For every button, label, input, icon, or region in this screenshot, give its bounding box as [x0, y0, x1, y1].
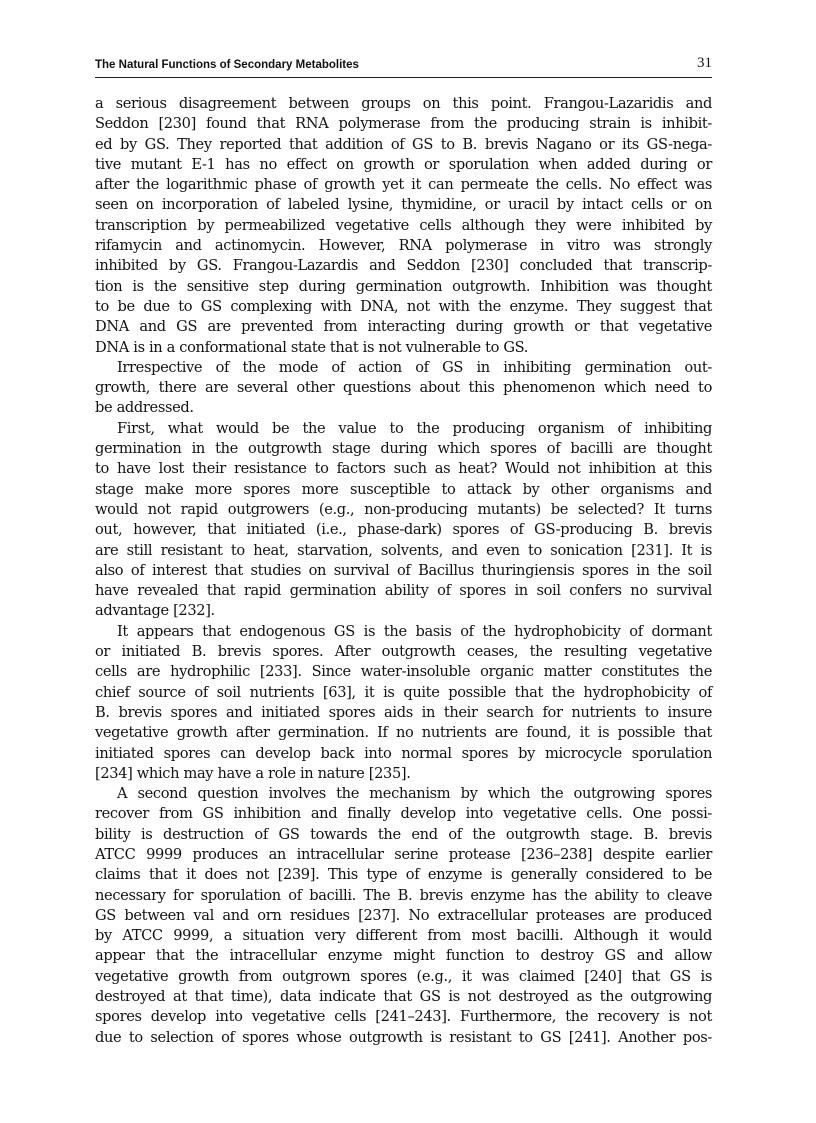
page-number: 31 — [697, 55, 712, 71]
text-line: chief source of soil nutrients [63], it is quite possible that the hydrophobicity of — [95, 683, 712, 701]
text-line: DNA and GS are prevented from interacting during growth or that vegetative — [95, 318, 712, 336]
text-line: after the logarithmic phase of growth yet it can permeate the cells. No effect was — [95, 176, 712, 194]
text-line: A second question involves the mechanism by which the outgrowing spores — [117, 785, 712, 803]
text-line: GS between val and orn residues [237]. No extracellular proteases are produced — [95, 906, 712, 924]
text-line: rifamycin and actinomycin. However, RNA polymerase in vitro was strongly — [95, 237, 712, 255]
text-line: It appears that endogenous GS is the basis of the hydrophobicity of dormant — [117, 622, 712, 640]
text-line: vegetative growth from outgrown spores (e.g., it was claimed [240] that GS is — [95, 967, 712, 985]
text-line: a serious disagreement between groups on this point. Frangou-Lazaridis and — [95, 95, 712, 112]
text-line: or initiated B. brevis spores. After outgrowth ceases, the resulting vegetative — [95, 643, 712, 661]
text-line: also of interest that studies on survival of Bacillus thuringiensis spores in the soil — [95, 561, 712, 579]
text-line: appear that the intracellular enzyme might function to destroy GS and allow — [95, 947, 712, 965]
running-title: The Natural Functions of Secondary Metabolites — [95, 59, 359, 71]
text-line: Irrespective of the mode of action of GS in inhibiting germination out- — [117, 358, 712, 376]
page-header — [95, 55, 712, 78]
text-line: B. brevis spores and initiated spores aids in their search for nutrients to insure — [95, 703, 712, 721]
text-line: out, however, that initiated (i.e., phase-dark) spores of GS-producing B. brevis — [95, 521, 712, 539]
text-line: vegetative growth after germination. If no nutrients are found, it is possible that — [95, 724, 712, 742]
text-line: tive mutant E-1 has no effect on growth or sporulation when added during or — [95, 155, 712, 173]
text-line: seen on incorporation of labeled lysine, thymidine, or uracil by intact cells or on — [95, 196, 712, 214]
text-line: destroyed at that time), data indicate that GS is not destroyed as the outgrowing — [95, 988, 712, 1006]
text-line: would not rapid outgrowers (e.g., non-producing mutants) be selected? It turns — [95, 500, 712, 518]
text-line: spores develop into vegetative cells [241–243]. Furthermore, the recovery is not — [95, 1008, 712, 1026]
text-line: cells are hydrophilic [233]. Since water-insoluble organic matter constitutes the — [95, 663, 712, 681]
text-line: be addressed. — [95, 399, 194, 417]
text-line: transcription by permeabilized vegetative cells although they were inhibited by — [95, 216, 712, 234]
text-line: recover from GS inhibition and finally develop into vegetative cells. One possi- — [95, 805, 712, 823]
text-line: tion is the sensitive step during germination outgrowth. Inhibition was thought — [95, 277, 712, 295]
text-line: necessary for sporulation of bacilli. The B. brevis enzyme has the ability to cleave — [95, 886, 712, 904]
text-line: DNA is in a conformational state that is not vulnerable to GS. — [95, 338, 529, 356]
text-line: to have lost their resistance to factors such as heat? Would not inhibition at this — [95, 460, 712, 478]
text-line: ed by GS. They reported that addition of GS to B. brevis Nagano or its GS-nega- — [95, 135, 712, 153]
text-line: inhibited by GS. Frangou-Lazardis and Seddon [230] concluded that transcrip- — [95, 257, 712, 275]
text-line: claims that it does not [239]. This type of enzyme is generally considered to be — [95, 866, 712, 884]
text-line: stage make more spores more susceptible to attack by other organisms and — [95, 480, 712, 498]
text-line: First, what would be the value to the producing organism of inhibiting — [117, 419, 712, 437]
text-line: to be due to GS complexing with DNA, not with the enzyme. They suggest that — [95, 297, 712, 315]
text-line: germination in the outgrowth stage during which spores of bacilli are thought — [95, 440, 712, 458]
text-line: [234] which may have a role in nature [235]. — [95, 764, 411, 782]
text-line: initiated spores can develop back into normal spores by microcycle sporulation — [95, 744, 712, 762]
text-line: have revealed that rapid germination ability of spores in soil confers no survival — [95, 582, 712, 600]
text-line: advantage [232]. — [95, 602, 215, 620]
text-line: by ATCC 9999, a situation very different from most bacilli. Although it would — [95, 927, 712, 945]
text-line: are still resistant to heat, starvation, solvents, and even to sonication [231]. It is — [95, 541, 712, 559]
text-line: ATCC 9999 produces an intracellular serine protease [236–238] despite earlier — [95, 845, 712, 863]
text-line: bility is destruction of GS towards the end of the outgrowth stage. B. brevis — [95, 825, 712, 843]
text-line: Seddon [230] found that RNA polymerase from the producing strain is inhibit- — [95, 115, 712, 133]
text-line: due to selection of spores whose outgrowth is resistant to GS [241]. Another pos- — [95, 1028, 712, 1046]
text-line: growth, there are several other questions about this phenomenon which need to — [95, 379, 712, 397]
body-text — [95, 94, 712, 1048]
